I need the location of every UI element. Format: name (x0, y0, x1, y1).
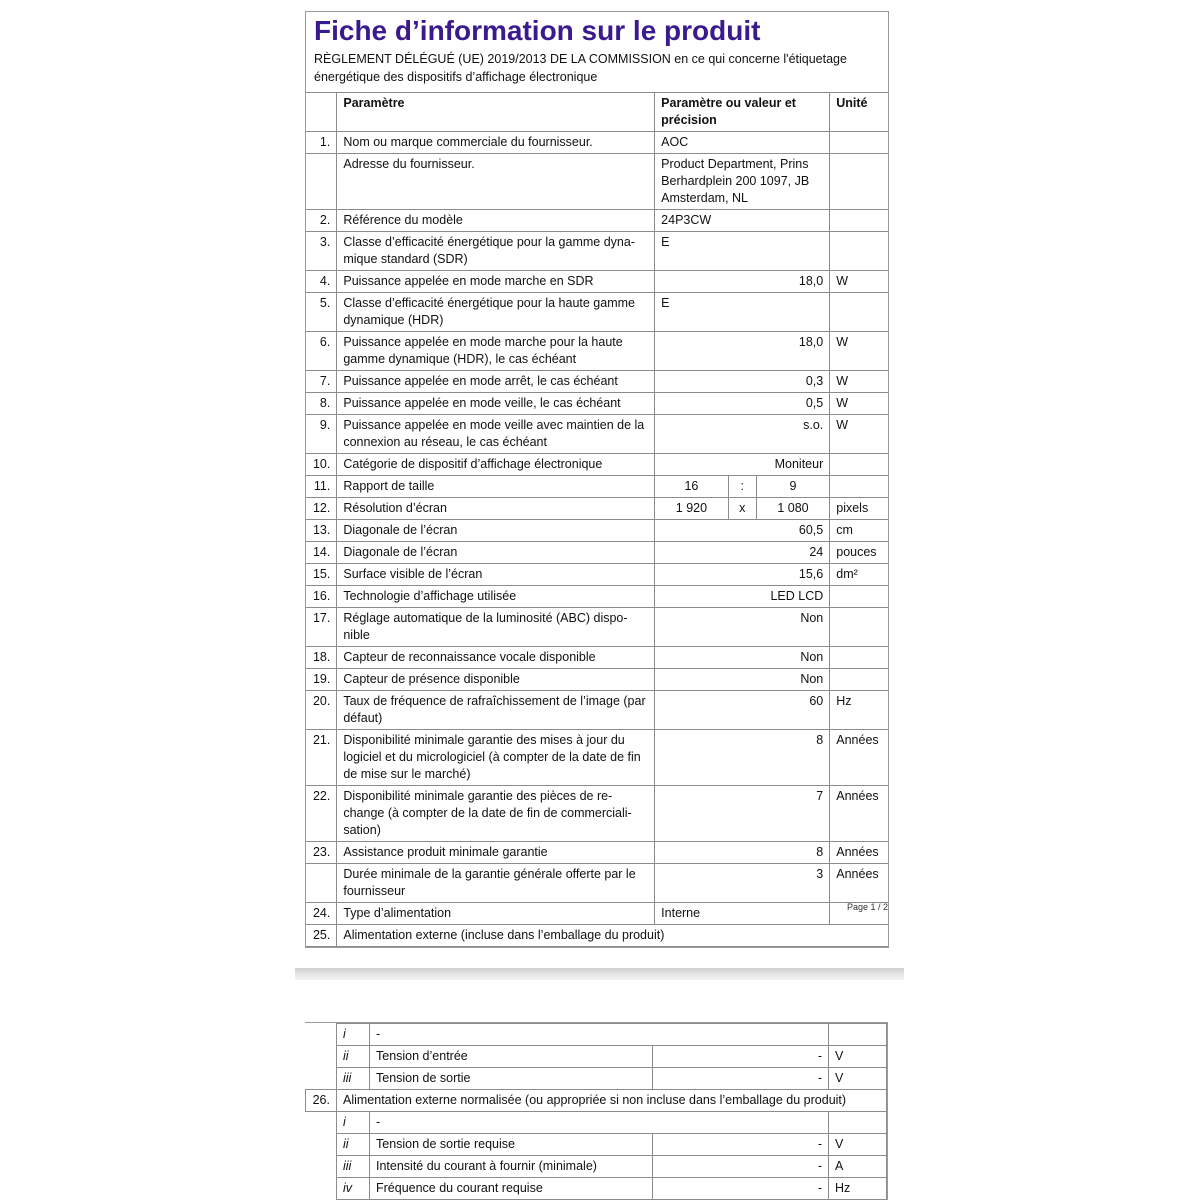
table-row: 12. Résolution d’écran 1 920 x 1 080 pixels (306, 498, 888, 520)
table-row: 6. Puissance appelée en mode marche pour la haute gamme dynamique (HDR), le cas échéant 18,0 W (306, 332, 888, 371)
table-row: 9. Puissance appelée en mode veille avec maintien de la connexion au réseau, le cas échéant s.o. W (306, 415, 888, 454)
page-title: Fiche d’information sur le produit (314, 15, 761, 46)
product-table-continued (305, 1023, 887, 1200)
table-row: 16. Technologie d’affichage utilisée LED LCD (306, 586, 888, 608)
table-header-row (306, 93, 888, 132)
table-row: 20. Taux de fréquence de rafraîchissement de l’image (par défaut) 60 Hz (306, 691, 888, 730)
table-row: 2. Référence du modèle 24P3CW (306, 210, 888, 232)
table-row: 10. Catégorie de dispositif d’affichage électronique Moniteur (306, 454, 888, 476)
page-separator (295, 968, 904, 980)
table-row: iii Tension de sortie - V (306, 1068, 887, 1090)
table-row: 11. Rapport de taille 16 : 9 (306, 476, 888, 498)
table-row: 18. Capteur de reconnaissance vocale disponible Non (306, 647, 888, 669)
product-sheet-page-1 (305, 11, 889, 948)
header-value: Paramètre ou valeur et précision (655, 93, 830, 132)
regulation-text: RÈGLEMENT DÉLÉGUÉ (UE) 2019/2013 DE LA COMMISSION en ce qui concerne l'étiquetage énergétique des dispositifs d’affichage électronique (314, 52, 847, 84)
table-row: 22. Disponibilité minimale garantie des pièces de re-change (à compter de la date de fin de commerciali-sation) 7 Années (306, 786, 888, 842)
table-row: 5. Classe d’efficacité énergétique pour la haute gamme dynamique (HDR) E (306, 293, 888, 332)
table-row: 19. Capteur de présence disponible Non (306, 669, 888, 691)
product-table (306, 92, 888, 947)
header-unit: Unité (830, 93, 888, 132)
table-row: 13. Diagonale de l’écran 60,5 cm (306, 520, 888, 542)
table-row: iv Fréquence du courant requise - Hz (306, 1178, 887, 1200)
table-row: 25. Alimentation externe (incluse dans l’emballage du produit) (306, 925, 888, 947)
table-row: 24. Type d’alimentation Interne (306, 903, 888, 925)
table-row: 3. Classe d’efficacité énergétique pour la gamme dyna-mique standard (SDR) E (306, 232, 888, 271)
page-number: Page 1 / 2 (847, 902, 889, 912)
table-row: Adresse du fournisseur. Product Department, Prins Berhardplein 200 1097, JB Amsterdam, NL (306, 154, 888, 210)
table-row: iii Intensité du courant à fournir (minimale) - A (306, 1156, 887, 1178)
table-row: 21. Disponibilité minimale garantie des mises à jour du logiciel et du micrologiciel (à compter de la date de fin de mise sur le marché) 8 Années (306, 730, 888, 786)
table-row: ii Tension de sortie requise - V (306, 1134, 887, 1156)
table-row: i - (306, 1112, 887, 1134)
table-row: 23. Assistance produit minimale garantie 8 Années (306, 842, 888, 864)
table-row: 8. Puissance appelée en mode veille, le cas échéant 0,5 W (306, 393, 888, 415)
table-row: 7. Puissance appelée en mode arrêt, le cas échéant 0,3 W (306, 371, 888, 393)
product-sheet-page-2 (305, 1022, 888, 1200)
table-row: 4. Puissance appelée en mode marche en SDR 18,0 W (306, 271, 888, 293)
table-row: ii Tension d’entrée - V (306, 1046, 887, 1068)
table-row: 17. Réglage automatique de la luminosité (ABC) dispo-nible Non (306, 608, 888, 647)
table-row: 14. Diagonale de l’écran 24 pouces (306, 542, 888, 564)
table-row: Durée minimale de la garantie générale offerte par le fournisseur 3 Années (306, 864, 888, 903)
table-row: 15. Surface visible de l’écran 15,6 dm² (306, 564, 888, 586)
table-row: 1. Nom ou marque commerciale du fournisseur. AOC (306, 132, 888, 154)
table-row: 26. Alimentation externe normalisée (ou appropriée si non incluse dans l’emballage du produit) (306, 1090, 887, 1112)
table-row: i - (306, 1024, 887, 1046)
header-param: Paramètre (337, 93, 655, 132)
